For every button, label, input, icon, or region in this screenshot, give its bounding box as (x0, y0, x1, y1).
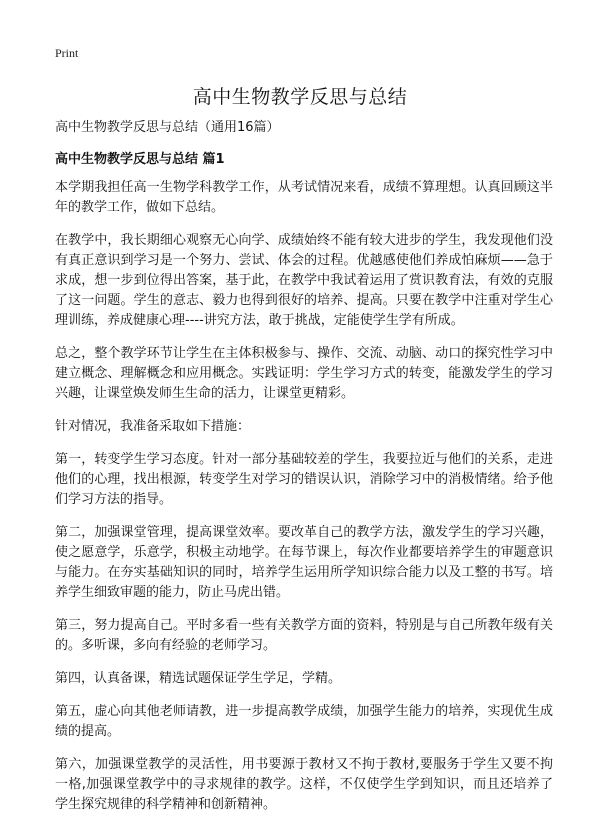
document-subtitle: 高中生物教学反思与总结（通用16篇） (55, 120, 280, 135)
paragraph-measures-intro: 针对情况，我准备采取如下措施： (55, 419, 251, 434)
section-heading: 高中生物教学反思与总结 篇1 (55, 152, 225, 167)
paragraph-measure-4: 第四，认真备课，精选试题保证学生学足，学精。 (55, 671, 342, 686)
page-title: 高中生物教学反思与总结 (192, 86, 408, 108)
paragraph-observation: 在教学中，我长期细心观察无心向学、成绩始终不能有较大进步的学生，我发现他们没有真正意识到学习是一个努力、尝试、体会的过程。优越感使他们养成怕麻烦——急于求成，想一步到位得出答案，基于此，在教学中我试着运用了赏识教育法，有效的克服了这一问题。学生的意志、毅力也得到很好的培养、提高。只要在教学中注重对学生心理训练，养成健康心理----讲究方法，敢于挑战，定能使学生学有所成。 (55, 233, 553, 328)
paragraph-measure-6: 第六，加强课堂教学的灵活性，用书要源于教材又不拘于教材,要服务于学生又要不拘一格,加强课堂教学中的寻求规律的教学。这样，不仅使学生学到知识，而且还培养了学生探究规律的科学精神和创新精神。 (55, 757, 553, 812)
paragraph-intro: 本学期我担任高一生物学科教学工作，从考试情况来看，成绩不算理想。认真回顾这半年的教学工作，做如下总结。 (55, 180, 553, 215)
paragraph-measure-1: 第一，转变学生学习态度。针对一部分基础较差的学生，我要拉近与他们的关系，走进他们的心理，找出根源，转变学生对学习的错误认识，消除学习中的消极情绪。给予他们学习方法的指导。 (55, 452, 553, 507)
document-body (55, 118, 553, 828)
print-label: Print (55, 46, 79, 60)
paragraph-measure-5: 第五，虚心向其他老师请教，进一步提高教学成绩，加强学生能力的培养，实现优生成绩的提高。 (55, 704, 553, 739)
paragraph-summary: 总之，整个教学环节让学生在主体积极参与、操作、交流、动脑、动口的探究性学习中建立概念、理解概念和应用概念。实践证明：学生学习方式的转变，能激发学生的学习兴趣，让课堂焕发师生生命的活力，让课堂更精彩。 (55, 346, 553, 401)
paragraph-measure-2: 第二，加强课堂管理，提高课堂效率。要改革自己的教学方法，激发学生的学习兴趣，使之愿意学，乐意学，积极主动地学。在每节课上，每次作业都要培养学生的审题意识与能力。在夯实基础知识的同时，培养学生运用所学知识综合能力以及工整的书写。培养学生细致审题的能力，防止马虎出错。 (55, 525, 553, 600)
paragraph-measure-3: 第三，努力提高自己。平时多看一些有关教学方面的资料，特别是与自己所教年级有关的。多听课，多向有经验的老师学习。 (55, 618, 553, 653)
